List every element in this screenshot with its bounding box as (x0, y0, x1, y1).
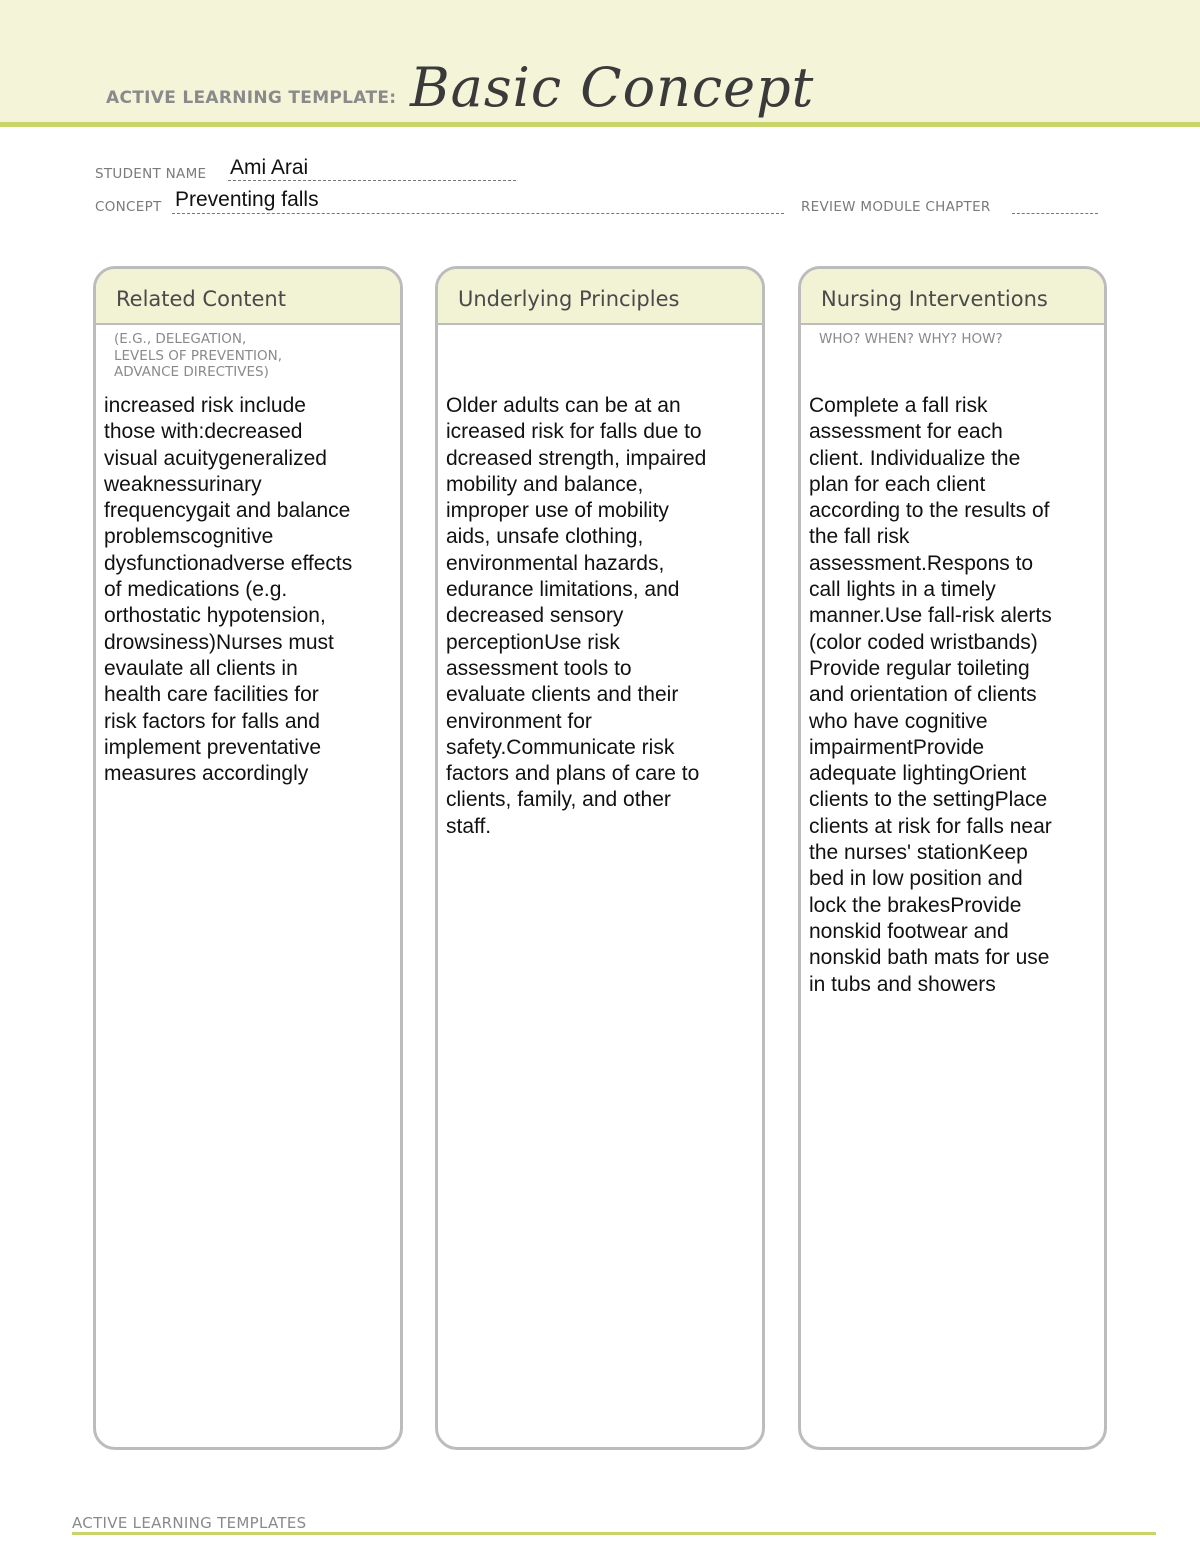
underlying-principles-card (435, 266, 765, 1450)
underlying-principles-header (438, 269, 762, 325)
concept-line (172, 213, 784, 214)
template-title: Basic Concept (410, 56, 815, 119)
related-content-card (93, 266, 403, 1450)
student-name-label: STUDENT NAME (95, 166, 207, 182)
student-name-line (228, 180, 516, 181)
nursing-interventions-title: Nursing Interventions (821, 287, 1048, 311)
underlying-principles-title: Underlying Principles (458, 287, 680, 311)
nursing-interventions-card (798, 266, 1107, 1450)
review-module-field[interactable] (1012, 213, 1098, 214)
related-content-hint: (E.G., DELEGATION, LEVELS OF PREVENTION, ADVANCE DIRECTIVES) (114, 331, 283, 380)
concept-field[interactable]: Preventing falls (175, 188, 319, 211)
nursing-interventions-text[interactable]: Complete a fall risk assessment for each client. Individualize the plan for each client according to the results of the fall risk assessment.Respons to call lights in a timely manner.Use fall-risk alerts (color coded wristbands) Provide regular toileting and orientation of clients who have cognitive impairmentProvide adequate lightingOrient clients to the settingPlace clients at risk for falls near the nurses' stationKeep bed in low position and lock the brakesProvide nonskid footwear and nonskid bath mats for use in tubs and showers (809, 394, 1052, 996)
concept-label: CONCEPT (95, 199, 162, 215)
footer-label: ACTIVE LEARNING TEMPLATES (72, 1514, 307, 1532)
nursing-interventions-hint: WHO? WHEN? WHY? HOW? (819, 331, 1003, 347)
related-content-header (96, 269, 400, 325)
related-content-text[interactable]: increased risk include those with:decreased visual acuitygeneralized weaknessurinary frequencygait and balance problemscognitive dysfunctionadverse effects of medications (e.g. orthostatic hypotension, drowsiness)Nurses must evaulate all clients in health care facilities for risk factors for falls and implement preventative measures accordingly (104, 394, 353, 786)
template-label: ACTIVE LEARNING TEMPLATE: (106, 88, 397, 108)
related-content-title: Related Content (116, 287, 286, 311)
student-name-field[interactable]: Ami Arai (230, 156, 309, 179)
nursing-interventions-header (801, 269, 1104, 325)
header-divider (0, 122, 1200, 127)
review-module-label: REVIEW MODULE CHAPTER (801, 199, 991, 215)
footer-divider (72, 1532, 1156, 1535)
underlying-principles-text[interactable]: Older adults can be at an icreased risk for falls due to dcreased strength, impaired mobility and balance, improper use of mobility aids, unsafe clothing, environmental hazards, edurance limitations, and decreased sensory perceptionUse risk assessment tools to evaluate clients and their environment for safety.Communicate risk factors and plans of care to clients, family, and other staff. (446, 394, 707, 838)
